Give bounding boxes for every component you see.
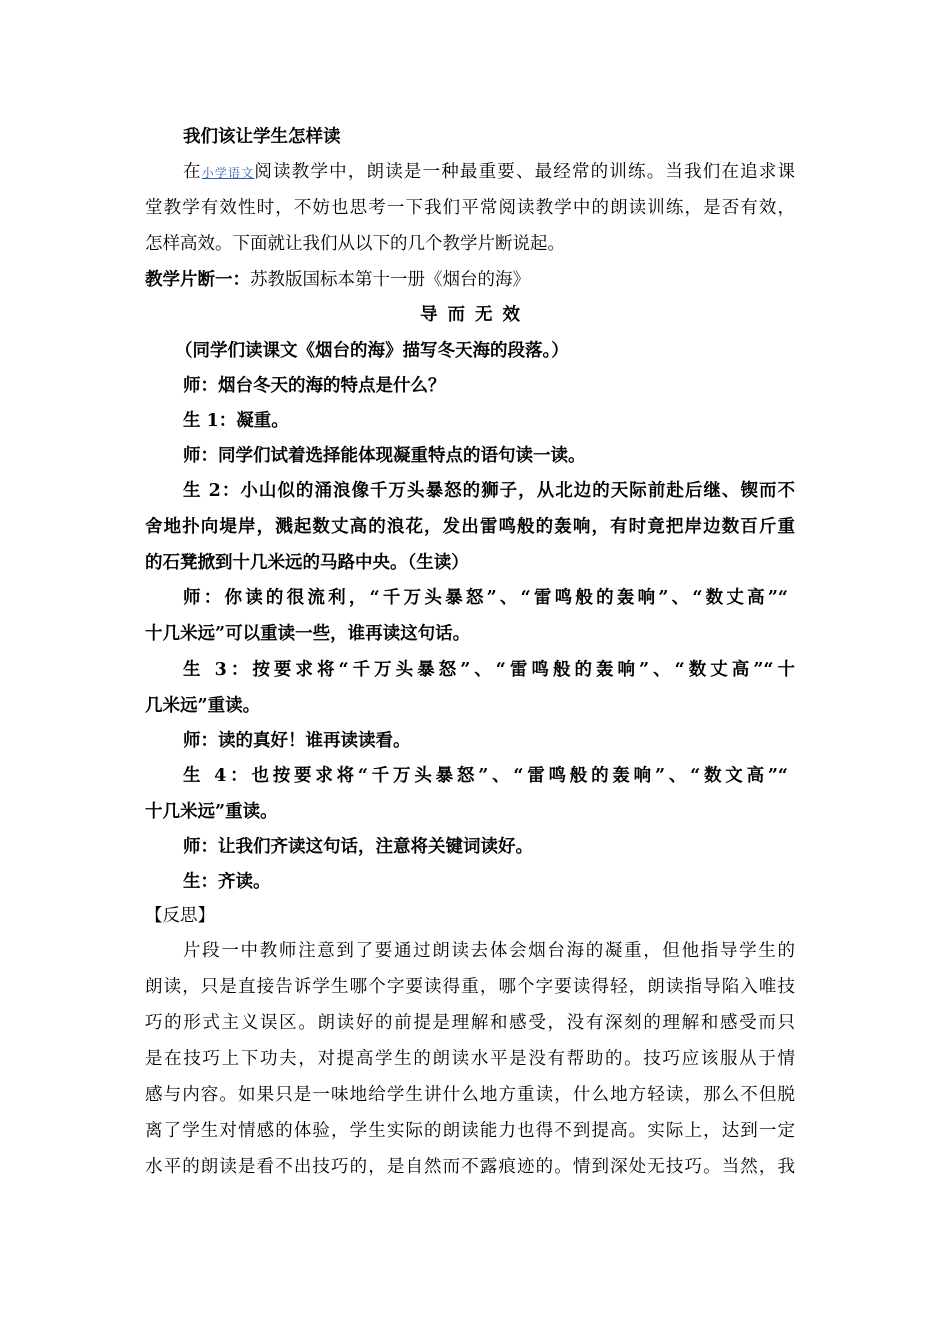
intro-line-2: 堂教学有效性时，不妨也思考一下我们平常阅读教学中的朗读训练，是否有效， (145, 198, 795, 218)
intro-line-1-text: 阅读教学中，朗读是一种最重要、最经常的训练。当我们在追求课 (254, 162, 795, 182)
dialogue-line: 生 2：小山似的涌浪像千万头暴怒的狮子，从北边的天际前赴后继、锲而不 (183, 481, 795, 501)
dialogue-line: 师：读的真好！谁再读读看。 (183, 731, 411, 751)
reflection-heading: 【反思】 (145, 906, 215, 926)
dialogue-line: 生：齐读。 (183, 872, 271, 892)
reflection-line: 片段一中教师注意到了要通过朗读去体会烟台海的凝重，但他指导学生的 (183, 941, 795, 961)
reflection-line: 朗读，只是直接告诉学生哪个字要读得重，哪个字要读得轻，朗读指导陷入唯技 (145, 977, 795, 997)
dialogue-line: 几米远”重读。 (145, 696, 261, 716)
segment-source: 苏教版国标本第十一册《烟台的海》 (250, 270, 530, 290)
dialogue-line: 师：让我们齐读这句话，注意将关键词读好。 (183, 837, 533, 857)
dialogue-line: 舍地扑向堤岸，溅起数丈高的浪花，发出雷鸣般的轰响，有时竟把岸边数百斤重 (145, 517, 795, 537)
reflection-line: 离了学生对情感的体验，学生实际的朗读能力也得不到提高。实际上，达到一定 (145, 1121, 795, 1141)
dialogue-line: 师：你读的很流利，“千万头暴怒”、“雷鸣般的轰响”、“数丈高”“ (183, 588, 788, 608)
dialogue-line: 生 4：也按要求将“千万头暴怒”、“雷鸣般的轰响”、“数文高”“ (183, 766, 788, 786)
intro-prefix: 在 (183, 162, 202, 182)
document-title: 我们该让学生怎样读 (183, 127, 341, 147)
segment-subtitle: 导而无效 (420, 305, 530, 325)
dialogue-line: 的石凳掀到十几米远的马路中央。（生读） (145, 553, 469, 573)
intro-line-1 (183, 160, 795, 185)
dialogue-line: 十几米远”可以重读一些，谁再读这句话。 (145, 624, 471, 644)
dialogue-line: 十几米远”重读。 (145, 802, 278, 822)
dialogue-line: 师：烟台冬天的海的特点是什么？ (183, 376, 446, 396)
dialogue-line: 生 1：凝重。 (183, 411, 289, 431)
reflection-line: 水平的朗读是看不出技巧的，是自然而不露痕迹的。情到深处无技巧。当然，我 (145, 1157, 795, 1177)
intro-line-3: 怎样高效。下面就让我们从以下的几个教学片断说起。 (145, 234, 565, 254)
dialogue-line: （同学们读课文《烟台的海》描写冬天海的段落。） (175, 341, 569, 361)
segment-label: 教学片断一： (145, 270, 250, 290)
reflection-line: 感与内容。如果只是一味地给学生讲什么地方重读，什么地方轻读，那么不但脱 (145, 1085, 795, 1105)
reflection-line: 巧的形式主义误区。朗读好的前提是理解和感受，没有深刻的理解和感受而只 (145, 1013, 795, 1033)
primary-chinese-link[interactable]: 小学语文 (201, 166, 255, 180)
dialogue-line: 师：同学们试着选择能体现凝重特点的语句读一读。 (183, 446, 586, 466)
reflection-line: 是在技巧上下功夫，对提高学生的朗读水平是没有帮助的。技巧应该服从于情 (145, 1049, 795, 1069)
segment-heading (145, 268, 795, 292)
dialogue-line: 生 3：按要求将“千万头暴怒”、“雷鸣般的轰响”、“数丈高”“十 (183, 660, 795, 680)
